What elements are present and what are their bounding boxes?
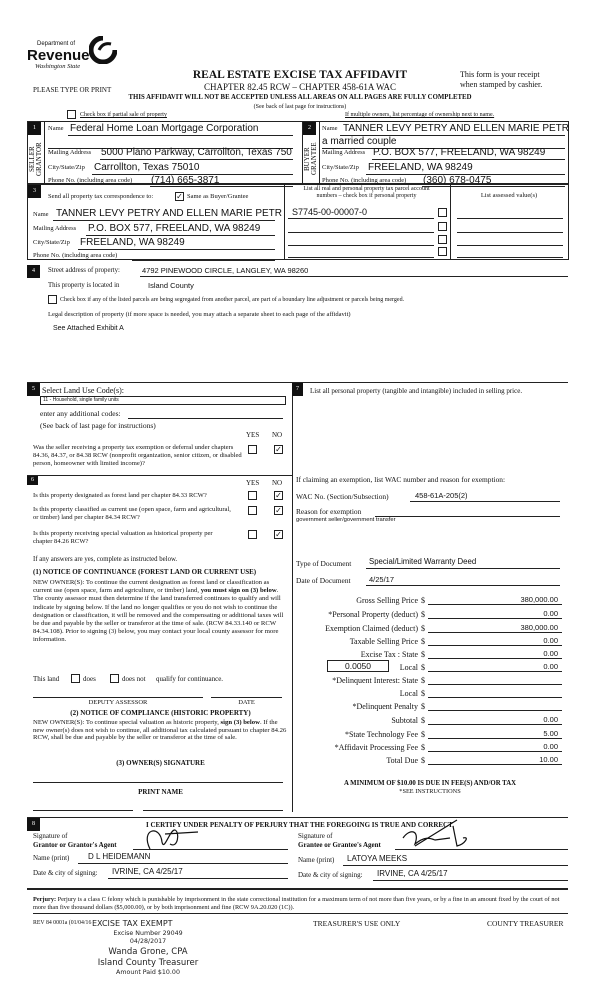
chapter-line: CHAPTER 82.45 RCW – CHAPTER 458-61A WAC (204, 82, 396, 92)
grantee-sig-label-2: Grantee or Grantee's Agent (298, 841, 381, 849)
partial-sale-checkbox[interactable] (67, 110, 76, 119)
receipt-note: This form is your receipt (460, 70, 540, 79)
personal-property-checkbox[interactable] (438, 208, 447, 217)
grantor-signature[interactable] (140, 824, 200, 854)
notice-text: . If the new owner(s) does not wish to continue, all additional tax calculated pursuant to chapter 84.26 RCW, shall be due and payable by the seller or transferor at the time of sale. (33, 719, 287, 742)
notice-text: . The county assessor must then determine if the land transferred continues to qualify and will indicate by signing below. If the land no longer qualifies or you do not wish to continue the designation or classification, it will be removed and the compensating or additional taxes will be due and payable by the seller or transferor at the time of sale. (RCW 84.33.140 or RCW 84.34.108). Prior to signing (3) below, you may contact your local county assessor for more information. (33, 587, 284, 644)
notice-compliance-title: (2) NOTICE OF COMPLIANCE (HISTORIC PROPERTY) (70, 709, 251, 717)
personal-property-checkbox[interactable] (438, 222, 447, 231)
amount-label: *Delinquent Penalty (352, 702, 418, 711)
amount-label: Gross Selling Price (356, 596, 418, 605)
corr-name-field[interactable]: TANNER LEVY PETRY AND ELLEN MARIE PETR (56, 208, 282, 219)
currency-sign: $ (421, 756, 425, 765)
amount-value-field[interactable]: 0.00 (543, 649, 558, 658)
buyer-mailing-label: Mailing Address (322, 149, 366, 156)
currency-sign: $ (421, 702, 425, 711)
street-label: Street address of property: (48, 267, 120, 274)
stamp-excise-number: Excise Number 29049 (113, 930, 183, 937)
see-back: (See back of last page for instructions) (253, 104, 347, 110)
amount-label: *Delinquent Interest: State (332, 676, 418, 685)
legal-label: Legal description of property (if more space is needed, you may attach a separate sheet to each page of the affidavit) (48, 311, 351, 318)
buyer-side-label: BUYER GRANTEE (303, 142, 318, 176)
doc-date-label: Date of Document (296, 576, 351, 585)
amount-value-field[interactable]: 380,000.00 (520, 623, 558, 632)
seller-name-label: Name (48, 125, 64, 132)
form-title: REAL ESTATE EXCISE TAX AFFIDAVIT (192, 69, 408, 81)
forest-no-checkbox[interactable]: ✓ (275, 491, 282, 500)
receipt-note-2: when stamped by cashier. (460, 80, 543, 89)
land-use-select[interactable] (40, 396, 286, 405)
treasurer-use-only: TREASURER'S USE ONLY (313, 919, 401, 928)
does-not-label: does not (122, 675, 146, 683)
buyer-name-label: Name (322, 125, 338, 132)
section-number: 5 (27, 383, 40, 396)
logo-sub: Washington State (35, 63, 81, 70)
currency-sign: $ (421, 676, 425, 685)
current-use-question: Is this property classified as current use (open space, farm and agricultural, or timber) land per chapter 84.34 RCW? (33, 506, 231, 521)
corr-phone-label: Phone No. (including area code) (33, 252, 118, 259)
buyer-name-2-field[interactable]: a married couple (322, 136, 397, 147)
no-header: NO (272, 431, 283, 439)
amount-value-field[interactable]: 0.00 (543, 742, 558, 751)
currency-sign: $ (421, 716, 425, 725)
corr-mailing-field[interactable]: P.O. BOX 577, FREELAND, WA 98249 (88, 223, 261, 234)
currency-sign: $ (421, 650, 425, 659)
exemption-question: Was the seller receiving a property tax exemption or deferral under chapters 84.36, 84.37, or 84.38 RCW (nonprofit organization, senior citizen, or disabled person, homeowner with limited income)? (33, 444, 242, 467)
amount-label: *Personal Property (deduct) (328, 610, 418, 619)
seller-city-label: City/State/Zip (48, 164, 85, 171)
amount-value-field[interactable]: 10.00 (539, 755, 558, 764)
warning: THIS AFFIDAVIT WILL NOT BE ACCEPTED UNLESS ALL AREAS ON ALL PAGES ARE FULLY COMPLETED (128, 94, 472, 101)
stamp-amount-paid: Amount Paid $10.00 (116, 969, 180, 976)
grantee-date-label: Date & city of signing: (298, 871, 363, 879)
land-use-label: Select Land Use Code(s): (42, 386, 124, 395)
deputy-assessor-label: DEPUTY ASSESSOR (88, 699, 148, 706)
amount-value-field[interactable]: 0.00 (543, 636, 558, 645)
parcel-header: List all real and personal property tax parcel account (303, 186, 430, 192)
see-back-instructions: (See back of last page for instructions) (40, 421, 156, 430)
date-label: DATE (238, 699, 255, 706)
buyer-phone-label: Phone No. (including area code) (322, 177, 407, 184)
yes-header: YES (246, 479, 260, 487)
amount-label: Total Due (386, 756, 418, 765)
seller-phone-label: Phone No. (including area code) (48, 177, 133, 184)
send-to-label: Send all property tax correspondence to: (48, 193, 154, 200)
section-number: 2 (303, 122, 316, 135)
currency-sign: $ (421, 663, 425, 672)
grantor-name-field[interactable]: D L HEIDEMANN (88, 852, 151, 861)
form-number: REV 84 0001a (01/04/16 (33, 920, 92, 926)
print-name-label: PRINT NAME (138, 788, 183, 796)
doc-date-field[interactable]: 4/25/17 (369, 575, 395, 584)
logo-emblem-icon (89, 36, 117, 64)
section-number: 8 (27, 818, 40, 831)
amount-label: Exemption Claimed (deduct) (325, 624, 418, 633)
stamp-date: 04/28/2017 (129, 938, 167, 945)
notice-text: NEW OWNER(S): To continue the current designation as forest land or classification as current use (open space, farm and agriculture, or timber) land, (33, 579, 270, 595)
grantor-sig-label: Signature of (33, 832, 68, 840)
exemption-no-checkbox[interactable]: ✓ (275, 445, 282, 454)
stamp-office: Island County Treasurer (97, 958, 199, 968)
doc-type-field[interactable]: Special/Limited Warranty Deed (369, 557, 477, 566)
amount-label: Excise Tax : State (360, 650, 418, 659)
local-rate-field[interactable] (327, 660, 389, 672)
additional-codes-label: enter any additional codes: (40, 409, 121, 418)
perjury-label: Perjury: (33, 896, 57, 903)
currency-sign: $ (421, 730, 425, 739)
logo-top: Department of (37, 41, 76, 47)
located-label: This property is located in (48, 282, 120, 289)
historic-yes-checkbox[interactable] (248, 530, 257, 539)
amount-value-field[interactable]: 5.00 (543, 729, 558, 738)
personal-property-label: List all personal property (tangible and intangible) included in selling price. (310, 387, 523, 395)
amount-label: *State Technology Fee (344, 730, 418, 739)
assessed-header: List assessed value(s) (480, 192, 538, 199)
stamp-title: EXCISE TAX EXEMPT (92, 919, 173, 928)
historic-no-checkbox[interactable]: ✓ (275, 530, 282, 539)
forest-yes-checkbox[interactable] (248, 491, 257, 500)
buyer-city-label: City/State/Zip (322, 164, 359, 171)
seller-city-field[interactable]: Carrollton, Texas 75010 (94, 162, 200, 173)
segregated-label: Check box if any of the listed parcels are being segregated from another parcel, are part of a boundary line adjustment or parcels being merged. (60, 297, 405, 303)
notice-text: NEW OWNER(S): To continue special valuation as historic property, (33, 719, 219, 726)
county-treasurer: COUNTY TREASURER (487, 919, 564, 928)
grantor-date-label: Date & city of signing: (33, 869, 98, 877)
personal-property-checkbox[interactable] (438, 235, 447, 244)
local-rate-value: 0.0050 (345, 661, 371, 671)
amount-label: Taxable Selling Price (349, 637, 418, 646)
historic-question: Is this property receiving special valuation as historical property per chapter 84.26 RCW? (33, 530, 213, 545)
same-as-buyer-label: Same as Buyer/Grantee (187, 193, 249, 200)
notice-compliance-text (33, 719, 288, 742)
amount-value-field[interactable]: 380,000.00 (520, 595, 558, 604)
section-number: 6 (27, 476, 38, 485)
current-use-yes-checkbox[interactable] (248, 506, 257, 515)
buyer-mailing-field[interactable]: P.O. BOX 577, FREELAND, WA 98249 (373, 147, 546, 158)
county-field[interactable]: Island County (148, 281, 194, 290)
notice-continuance-title: (1) NOTICE OF CONTINUANCE (FOREST LAND OR CURRENT USE) (33, 568, 257, 576)
perjury-statement (33, 896, 568, 912)
seller-phone-field[interactable]: (714) 665-3871 (151, 175, 220, 186)
reason-label: Reason for exemption (296, 507, 362, 516)
notice-bold: sign (3) below (220, 719, 260, 726)
logo-main: Revenue (27, 47, 90, 64)
amount-value-field[interactable]: 0.00 (543, 609, 558, 618)
grantee-sig-label: Signature of (298, 832, 333, 840)
corr-mailing-label: Mailing Address (33, 225, 77, 232)
if-yes-note: If any answers are yes, complete as instructed below. (33, 556, 178, 563)
section-number: 1 (28, 122, 41, 135)
buyer-phone-field[interactable]: (360) 678-0475 (423, 175, 492, 186)
grantor-name-label: Name (print) (33, 854, 70, 862)
wac-field[interactable]: 458-61A-205(2) (415, 491, 468, 500)
grantee-date-field[interactable]: IRVINE, CA 4/25/17 (377, 869, 448, 878)
section-number: 3 (28, 185, 41, 198)
forest-land-question: Is this property designated as forest land per chapter 84.33 RCW? (33, 492, 207, 499)
no-header: NO (272, 479, 283, 487)
stamp-name: Wanda Grone, CPA (108, 947, 188, 957)
currency-sign: $ (421, 596, 425, 605)
does-label: does (83, 675, 96, 683)
same-as-buyer-checkbox[interactable]: ✓ (176, 192, 183, 201)
perjury-text: Perjury is a class C felony which is punishable by imprisonment in the state correctional institution for a maximum term of not more than five years, or by a fine in an amount fixed by the court of not more than five thousand dollars ($5,000.00), or by both imprisonment and fine (RCW 9A.20.020 (1C)). (33, 896, 560, 912)
notice-bold: you must sign on (3) below (200, 587, 277, 595)
amount-label: *Affidavit Processing Fee (334, 743, 418, 752)
buyer-name-field[interactable]: TANNER LEVY PETRY AND ELLEN MARIE PETR (343, 123, 569, 134)
amount-label: Subtotal (391, 716, 418, 725)
land-use-value: 11 - Household, single family units (43, 397, 119, 403)
seller-name-field[interactable]: Federal Home Loan Mortgage Corporation (70, 123, 259, 134)
corr-name-label: Name (33, 211, 49, 218)
legal-field[interactable]: See Attached Exhibit A (53, 325, 124, 332)
grantor-date-field[interactable]: IVRINE, CA 4/25/17 (112, 867, 183, 876)
parcel-number-field[interactable]: S7745-00-00007-0 (292, 207, 368, 217)
owner-signature-label: (3) OWNER(S) SIGNATURE (116, 759, 205, 767)
minimum-note: A MINIMUM OF $10.00 IS DUE IN FEE(S) AND/OR TAX (343, 780, 517, 787)
parcel-header-2: numbers – check box if personal property (316, 193, 417, 199)
seller-mailing-field[interactable]: 5000 Plano Parkway, Carrollton, Texas 750 (101, 147, 292, 158)
amount-label: Local (399, 689, 418, 698)
current-use-no-checkbox[interactable]: ✓ (275, 506, 282, 515)
does-checkbox[interactable] (71, 674, 80, 683)
does-not-checkbox[interactable] (110, 674, 119, 683)
corr-city-label: City/State/Zip (33, 239, 70, 246)
buyer-city-field[interactable]: FREELAND, WA 98249 (368, 162, 473, 173)
certify-statement: I CERTIFY UNDER PENALTY OF PERJURY THAT THE FOREGOING IS TRUE AND CORRECT. (145, 821, 454, 829)
wac-label: WAC No. (Section/Subsection) (296, 492, 389, 501)
personal-property-checkbox[interactable] (438, 247, 447, 256)
grantee-name-field[interactable]: LATOYA MEEKS (347, 854, 408, 863)
notice-continuance-text (33, 579, 288, 644)
segregated-checkbox[interactable] (48, 295, 57, 304)
amount-value-field[interactable]: 0.00 (543, 662, 558, 671)
currency-sign: $ (421, 610, 425, 619)
currency-sign: $ (421, 624, 425, 633)
see-instructions: *SEE INSTRUCTIONS (399, 788, 461, 795)
grantor-sig-label-2: Grantor or Grantor's Agent (33, 841, 117, 849)
currency-sign: $ (421, 743, 425, 752)
seller-side-label: SELLER GRANTOR (28, 142, 43, 176)
section-number: 7 (292, 383, 303, 396)
section-number: 4 (27, 265, 40, 278)
multiple-owners-note: If multiple owners, list percentage of ownership next to name. (345, 112, 495, 118)
this-land-label: This land (33, 675, 60, 683)
corr-city-field[interactable]: FREELAND, WA 98249 (80, 237, 185, 248)
street-field[interactable]: 4792 PINEWOOD CIRCLE, LANGLEY, WA 98260 (142, 266, 309, 275)
exemption-label: If claiming an exemption, list WAC number and reason for exemption: (296, 475, 506, 484)
grantee-signature[interactable] (395, 818, 475, 852)
partial-sale-label: Check box if partial sale of property (80, 112, 167, 118)
amount-label: Local (399, 663, 418, 672)
yes-header: YES (246, 431, 260, 439)
grantee-name-label: Name (print) (298, 856, 335, 864)
qualify-label: qualify for continuance. (156, 675, 224, 683)
amount-value-field[interactable]: 0.00 (543, 715, 558, 724)
doc-type-label: Type of Document (296, 559, 352, 568)
exemption-yes-checkbox[interactable] (248, 445, 257, 454)
type-note: PLEASE TYPE OR PRINT (33, 86, 112, 94)
reason-field[interactable]: government seller/government transfer (296, 517, 396, 523)
currency-sign: $ (421, 689, 425, 698)
currency-sign: $ (421, 637, 425, 646)
seller-mailing-label: Mailing Address (48, 149, 92, 156)
